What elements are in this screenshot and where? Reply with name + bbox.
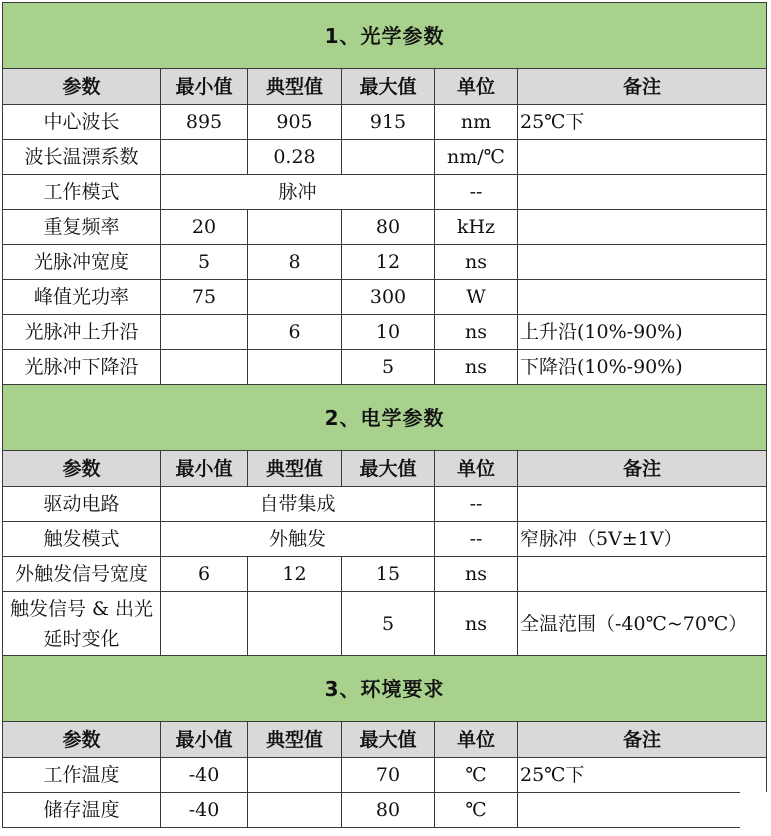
unit-cell: W bbox=[435, 280, 518, 315]
param-cell: 波长温漂系数 bbox=[3, 140, 161, 175]
typ-cell: 0.28 bbox=[248, 140, 342, 175]
note-cell: 25℃下 bbox=[518, 758, 767, 793]
note-cell bbox=[518, 487, 767, 522]
typ-cell: 6 bbox=[248, 315, 342, 350]
note-cell: 下降沿(10%-90%) bbox=[518, 350, 767, 385]
note-cell bbox=[518, 280, 767, 315]
unit-cell: -- bbox=[435, 522, 518, 557]
typ-cell bbox=[248, 793, 342, 828]
table-row bbox=[3, 175, 767, 210]
section-title: 2、电学参数 bbox=[3, 385, 767, 451]
unit-cell: ns bbox=[435, 350, 518, 385]
param-cell: 驱动电路 bbox=[3, 487, 161, 522]
min-cell bbox=[161, 315, 248, 350]
table-row bbox=[3, 245, 767, 280]
column-header-max: 最大值 bbox=[342, 451, 435, 487]
table-header-row bbox=[3, 722, 767, 758]
note-cell: 窄脉冲（5V±1V） bbox=[518, 522, 767, 557]
note-cell bbox=[518, 140, 767, 175]
param-cell: 重复频率 bbox=[3, 210, 161, 245]
param-cell: 光脉冲宽度 bbox=[3, 245, 161, 280]
section-title-row bbox=[3, 385, 767, 451]
param-cell: 光脉冲上升沿 bbox=[3, 315, 161, 350]
section-title-row bbox=[3, 3, 767, 69]
max-cell: 300 bbox=[342, 280, 435, 315]
column-header-note: 备注 bbox=[518, 451, 767, 487]
unit-cell: nm bbox=[435, 105, 518, 140]
column-header-param: 参数 bbox=[3, 451, 161, 487]
typ-cell bbox=[248, 350, 342, 385]
table-header-row bbox=[3, 451, 767, 487]
max-cell: 915 bbox=[342, 105, 435, 140]
typ-cell bbox=[248, 592, 342, 656]
typ-cell bbox=[248, 758, 342, 793]
column-header-param: 参数 bbox=[3, 722, 161, 758]
unit-cell: -- bbox=[435, 175, 518, 210]
param-cell: 工作模式 bbox=[3, 175, 161, 210]
merged-value-cell: 自带集成 bbox=[161, 487, 435, 522]
column-header-min: 最小值 bbox=[161, 722, 248, 758]
unit-cell: kHz bbox=[435, 210, 518, 245]
note-cell: 25℃下 bbox=[518, 105, 767, 140]
column-header-typ: 典型值 bbox=[248, 722, 342, 758]
unit-cell: ns bbox=[435, 592, 518, 656]
min-cell: -40 bbox=[161, 793, 248, 828]
max-cell: 12 bbox=[342, 245, 435, 280]
note-cell bbox=[518, 793, 767, 828]
param-cell: 工作温度 bbox=[3, 758, 161, 793]
param-cell: 储存温度 bbox=[3, 793, 161, 828]
spec-table-body bbox=[3, 3, 767, 828]
table-row bbox=[3, 487, 767, 522]
unit-cell: -- bbox=[435, 487, 518, 522]
table-row bbox=[3, 758, 767, 793]
typ-cell: 12 bbox=[248, 557, 342, 592]
section-title: 1、光学参数 bbox=[3, 3, 767, 69]
min-cell: 6 bbox=[161, 557, 248, 592]
unit-cell: ℃ bbox=[435, 793, 518, 828]
param-cell: 外触发信号宽度 bbox=[3, 557, 161, 592]
unit-cell: ns bbox=[435, 557, 518, 592]
column-header-param: 参数 bbox=[3, 69, 161, 105]
table-row bbox=[3, 140, 767, 175]
column-header-unit: 单位 bbox=[435, 69, 518, 105]
column-header-typ: 典型值 bbox=[248, 451, 342, 487]
max-cell: 5 bbox=[342, 592, 435, 656]
unit-cell: ℃ bbox=[435, 758, 518, 793]
corner-mask bbox=[740, 792, 771, 836]
column-header-min: 最小值 bbox=[161, 451, 248, 487]
min-cell: 75 bbox=[161, 280, 248, 315]
max-cell bbox=[342, 140, 435, 175]
note-cell bbox=[518, 210, 767, 245]
table-row bbox=[3, 592, 767, 656]
param-cell: 触发信号 & 出光延时变化 bbox=[3, 592, 161, 656]
min-cell bbox=[161, 350, 248, 385]
note-cell: 上升沿(10%-90%) bbox=[518, 315, 767, 350]
table-header-row bbox=[3, 69, 767, 105]
column-header-typ: 典型值 bbox=[248, 69, 342, 105]
column-header-min: 最小值 bbox=[161, 69, 248, 105]
note-cell: 全温范围（-40℃~70℃） bbox=[518, 592, 767, 656]
param-cell: 触发模式 bbox=[3, 522, 161, 557]
min-cell bbox=[161, 592, 248, 656]
unit-cell: ns bbox=[435, 315, 518, 350]
table-row bbox=[3, 280, 767, 315]
max-cell: 15 bbox=[342, 557, 435, 592]
merged-value-cell: 外触发 bbox=[161, 522, 435, 557]
typ-cell bbox=[248, 210, 342, 245]
note-cell bbox=[518, 557, 767, 592]
typ-cell bbox=[248, 280, 342, 315]
typ-cell: 905 bbox=[248, 105, 342, 140]
table-row bbox=[3, 315, 767, 350]
column-header-unit: 单位 bbox=[435, 451, 518, 487]
unit-cell: nm/℃ bbox=[435, 140, 518, 175]
table-row bbox=[3, 350, 767, 385]
max-cell: 10 bbox=[342, 315, 435, 350]
min-cell: 895 bbox=[161, 105, 248, 140]
note-cell bbox=[518, 175, 767, 210]
table-row bbox=[3, 557, 767, 592]
max-cell: 5 bbox=[342, 350, 435, 385]
column-header-max: 最大值 bbox=[342, 722, 435, 758]
max-cell: 80 bbox=[342, 793, 435, 828]
column-header-unit: 单位 bbox=[435, 722, 518, 758]
param-cell: 峰值光功率 bbox=[3, 280, 161, 315]
note-cell bbox=[518, 245, 767, 280]
merged-value-cell: 脉冲 bbox=[161, 175, 435, 210]
table-row bbox=[3, 105, 767, 140]
max-cell: 80 bbox=[342, 210, 435, 245]
table-row bbox=[3, 793, 767, 828]
min-cell: -40 bbox=[161, 758, 248, 793]
section-title-row bbox=[3, 656, 767, 722]
min-cell: 20 bbox=[161, 210, 248, 245]
column-header-max: 最大值 bbox=[342, 69, 435, 105]
spec-table bbox=[2, 2, 767, 828]
section-title: 3、环境要求 bbox=[3, 656, 767, 722]
table-row bbox=[3, 210, 767, 245]
column-header-note: 备注 bbox=[518, 722, 767, 758]
table-row bbox=[3, 522, 767, 557]
min-cell bbox=[161, 140, 248, 175]
min-cell: 5 bbox=[161, 245, 248, 280]
column-header-note: 备注 bbox=[518, 69, 767, 105]
param-cell: 光脉冲下降沿 bbox=[3, 350, 161, 385]
param-cell: 中心波长 bbox=[3, 105, 161, 140]
unit-cell: ns bbox=[435, 245, 518, 280]
max-cell: 70 bbox=[342, 758, 435, 793]
typ-cell: 8 bbox=[248, 245, 342, 280]
